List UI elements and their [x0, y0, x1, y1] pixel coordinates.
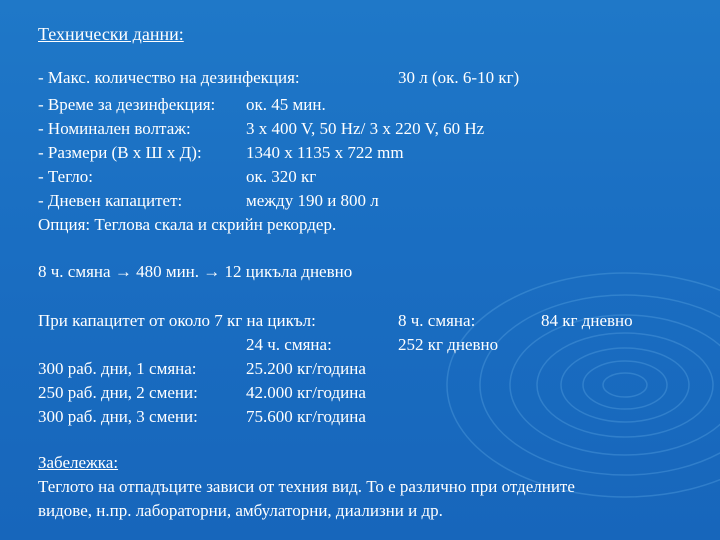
spec-label-dimensions: - Размери (В x Ш x Д): — [38, 143, 202, 162]
spec-label-max-quantity: - Макс. количество на дезинфекция: — [38, 68, 300, 87]
spec-value-daily-capacity: между 190 и 800 л — [246, 191, 379, 210]
shift24-label: 24 ч. смяна: — [246, 335, 332, 354]
spec-value-dimensions: 1340 x 1135 x 722 mm — [246, 143, 404, 162]
spec-value-disinfection-time: ок. 45 мин. — [246, 95, 326, 114]
spec-value-max-quantity: 30 л (ок. 6-10 кг) — [398, 68, 520, 87]
shift8-label: 8 ч. смяна: — [398, 311, 476, 330]
capacity-intro: При капацитет от около 7 кг на цикъл: — [38, 311, 316, 330]
spec-label-voltage: - Номинален волтаж: — [38, 119, 191, 138]
yearly-value: 75.600 кг/година — [246, 407, 366, 426]
yearly-value: 25.200 кг/година — [246, 359, 366, 378]
yearly-label: 250 раб. дни, 2 смени: — [38, 383, 198, 402]
shift8-value: 84 кг дневно — [541, 311, 633, 330]
spec-label-daily-capacity: - Дневен капацитет: — [38, 191, 183, 210]
note-heading: Забележка: — [38, 453, 119, 472]
yearly-label: 300 раб. дни, 1 смяна: — [38, 359, 197, 378]
yearly-value: 42.000 кг/година — [246, 383, 366, 402]
note-line-2: видове, н.пр. лабораторни, амбулаторни, диализни и др. — [38, 501, 443, 520]
shift24-value: 252 кг дневно — [398, 335, 499, 354]
yearly-label: 300 раб. дни, 3 смени: — [38, 407, 198, 426]
option-line: Опция: Теглова скала и скрийн рекордер. — [38, 215, 337, 234]
spec-value-voltage: 3 x 400 V, 50 Hz/ 3 x 220 V, 60 Hz — [246, 119, 485, 138]
shift-cycle-line: 8 ч. смяна → 480 мин. → 12 цикъла дневно — [38, 262, 353, 281]
note-line-1: Теглото на отпадъците зависи от техния вид. То е различно при отделните — [38, 477, 575, 496]
spec-value-weight: ок. 320 кг — [246, 167, 317, 186]
spec-label-weight: - Тегло: — [38, 167, 94, 186]
slide-title: Технически данни: — [38, 24, 184, 44]
spec-label-disinfection-time: - Време за дезинфекция: — [38, 95, 216, 114]
